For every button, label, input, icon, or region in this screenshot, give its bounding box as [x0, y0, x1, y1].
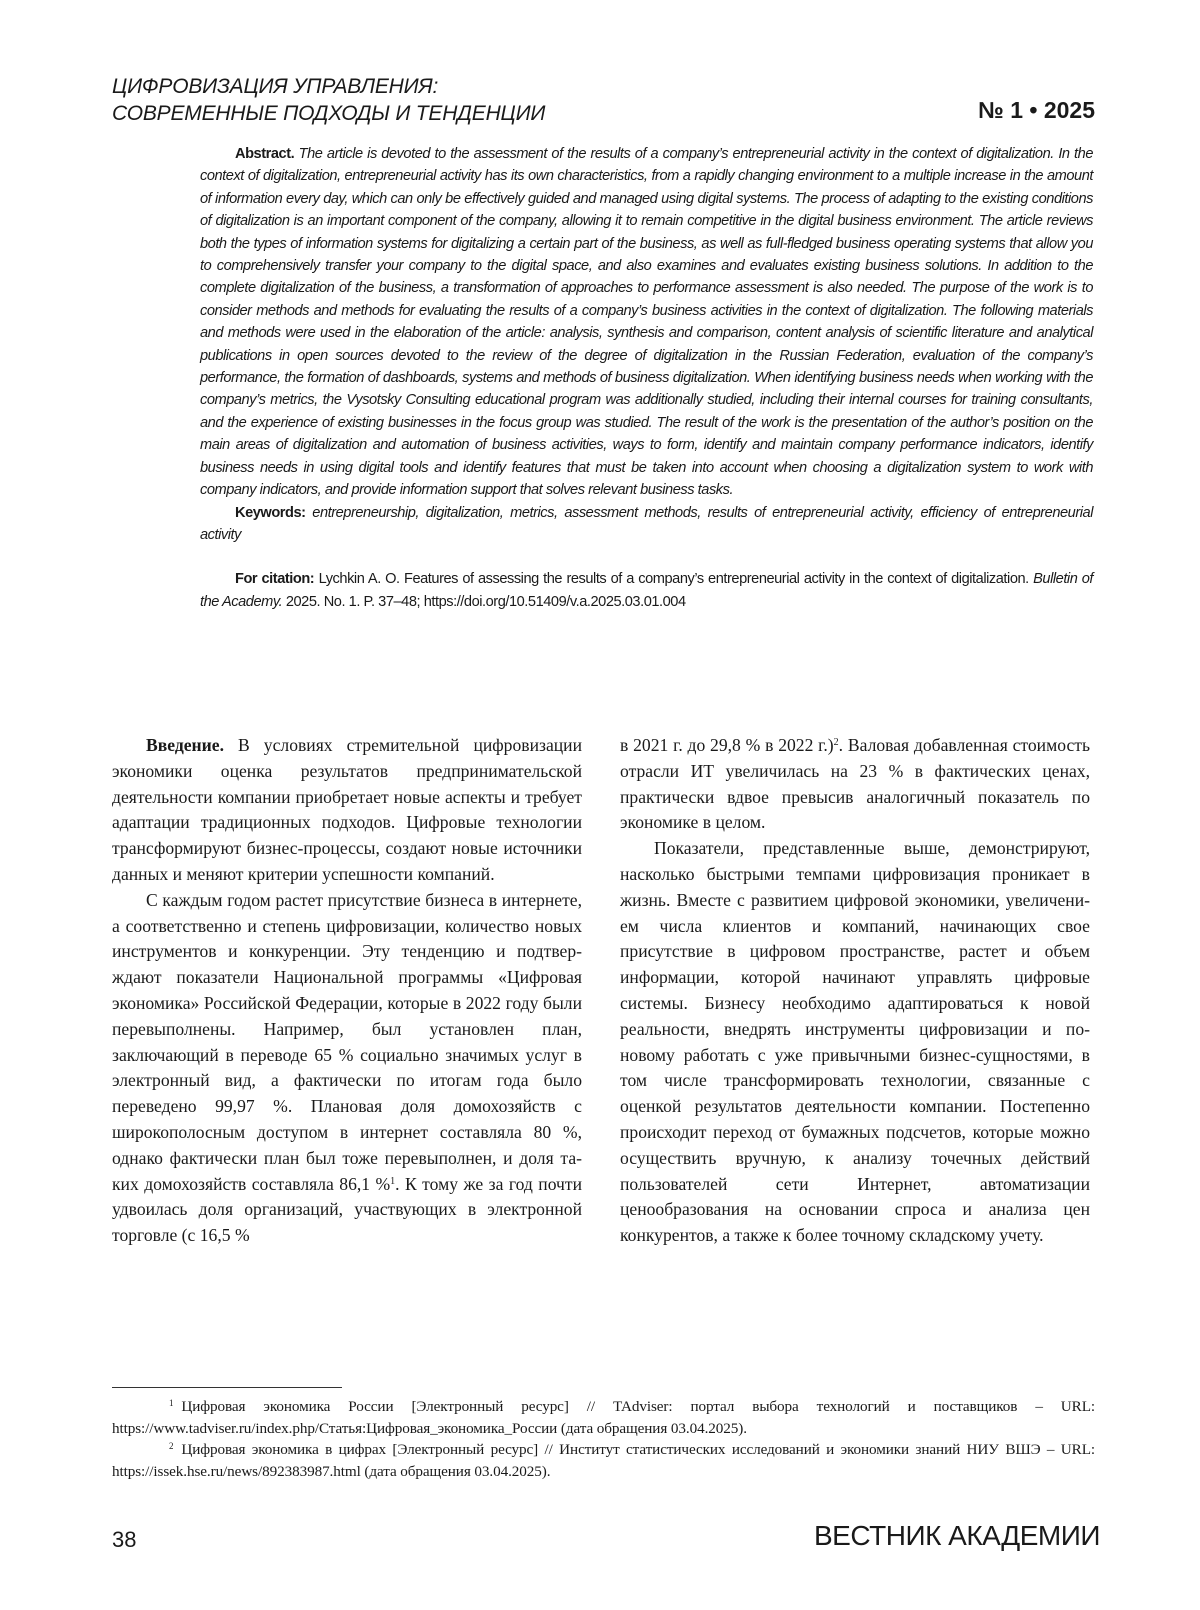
citation-label: For citation:	[235, 571, 315, 588]
citation-journal: Bulletin of the Academy.	[200, 571, 1094, 610]
footnote-1	[112, 1396, 1095, 1439]
section-title-line2: СОВРЕМЕННЫЕ ПОДХОДЫ И ТЕНДЕНЦИИ	[112, 102, 546, 125]
keywords-text: entrepreneurship, digitalization, metrics, assessment methods, results of entrepreneurial activity, efficiency of entrepreneurial activity	[200, 504, 1093, 543]
keywords-label: Keywords:	[235, 504, 306, 521]
footnote-ref-2[interactable]: 2	[833, 737, 839, 748]
citation-text: Lychkin A. O. Features of assessing the results of a company’s entrepreneurial activity in the context of digitalization.	[318, 571, 1029, 588]
body-text: . Валовая добавленная стоимость отрасли ИТ увеличилась на 23 % в фактических ценах, практически вдвое превысив аналогичный показатель по экономике в целом.	[620, 735, 1090, 833]
footnote-text: Цифровая экономика в цифрах [Электронный ресурс] // Институт статистических исследований и экономики знаний НИУ ВШЭ – URL: https://issek.hse.ru/news/892383987.html (дата обращения 03.04.2025).	[112, 1441, 1095, 1480]
body-column-right	[620, 733, 1090, 1249]
footnote-2	[112, 1439, 1095, 1482]
footnote-text: Цифровая экономика России [Электронный ресурс] // TAdviser: портал выбора технологий и поставщиков – URL: https://www.tadviser.ru/index.php/Статья:Цифровая_экономика_России (дата обращения 03.04.2025).	[112, 1398, 1095, 1437]
abstract-block	[200, 143, 1093, 613]
body-paragraph-4: Показатели, представленные выше, демонстрируют, насколько быстрыми темпами цифровизация проникает в жизнь. Вместе с развитием цифровой экономики, увеличением числа клиентов и компаний, начинающих свое присутствие в цифровом пространстве, растет и объем информации, которой начинают управлять цифровые системы. Бизнесу необходимо адаптироваться к новой реальности, внедрять инструменты цифровизации и по-новому работать с уже привычными бизнес-сущностями, в том числе трансформировать технологии, связанные с оценкой результатов деятельности компании. Постепенно происходит переход от бумажных подсчетов, которые можно осуществить вручную, к анализу точечных действий пользователей сети Интернет, автоматизации ценообразования на основании спроса и анализа цен конкурентов, а также к более точному складскому учету.	[620, 838, 1090, 1246]
citation-details: 2025. No. 1. P. 37–48; https://doi.org/10.51409/v.a.2025.03.01.004	[285, 593, 686, 610]
citation-paragraph	[200, 568, 1093, 613]
footnote-divider	[112, 1387, 342, 1388]
footnote-mark: 1	[169, 1398, 174, 1408]
body-paragraph-2	[112, 888, 582, 1249]
running-header-section	[112, 73, 812, 127]
intro-paragraph	[112, 733, 582, 888]
body-paragraph-3	[620, 733, 1090, 836]
abstract-paragraph	[200, 143, 1093, 502]
journal-name: ВЕСТНИК АКАДЕМИИ	[814, 1520, 1100, 1551]
footnote-ref-1[interactable]: 1	[390, 1175, 396, 1187]
body-text: С каждым годом растет присутствие бизнеса в интернете, а соответственно и степень цифровизации, количество новых инструментов и конкуренции. Эту тенденцию и подтверждают показатели Национальной программы «Цифровая экономика» Российской Федерации, которые в 2022 году были перевыполнены. Например, был установлен план, заключающий в переводе 65 % социально значимых услуг в электронный вид, а фактически по итогам года было переведено 99,97 %. Плановая доля домохозяйств с широкополосным доступом в интернет составляла 80 %, однако фактически план был тоже перевыполнен, и доля таких домохозяйств составляла 86,1 %	[112, 889, 582, 1194]
body-text: в 2021 г. до 29,8 % в 2022 г.)	[620, 735, 834, 755]
abstract-label: Abstract.	[235, 146, 295, 162]
keywords-paragraph	[200, 502, 1093, 547]
body-column-left	[112, 733, 582, 1249]
issue-number: № 1 • 2025	[978, 97, 1095, 123]
section-title-line1: ЦИФРОВИЗАЦИЯ УПРАВЛЕНИЯ:	[112, 75, 439, 98]
page-number: 38	[112, 1527, 137, 1552]
footnote-mark: 2	[169, 1441, 174, 1451]
footnotes	[112, 1396, 1095, 1482]
abstract-text: The article is devoted to the assessment of the results of a company’s entrepreneurial activity in the context of digitalization. In the context of digitalization, entrepreneurial activity has its own characteristics, from a rapidly changing environment to a multiple increase in the amount of information every day, which can only be effectively guided and managed using digital systems. The process of adapting to the existing conditions of digitalization is an important component of the company, allowing it to remain competitive in the digital business environment. The article reviews both the types of information systems for digitalizing a certain part of the business, as well as full-fledged business operating systems that allow you to comprehensively transfer your company to the digital space, and also examines and evaluates existing business solutions. In addition to the complete digitalization of the business, a transformation of approaches to performance assessment is also needed. The purpose of the work is to consider methods and methods for evaluating the results of a company’s business activities in the context of digitalization. The following materials and methods were used in the elaboration of the article: analysis, synthesis and comparison, content analysis of scientific literature and analytical publications in open sources devoted to the review of the degree of digitalization in the Russian Federation, evaluation of the company’s performance, the formation of dashboards, systems and methods of business digitalization. When identifying business needs when working with the company’s metrics, the Vysotsky Consulting educational program was additionally studied, including their internal courses for training consultants, and the experience of existing businesses in the focus group was studied. The result of the work is the presentation of the author’s position on the main areas of digitalization and automation of business activities, ways to form, identify and maintain company performance indicators, identify business needs in using digital tools and identify features that must be taken into account when choosing a digitalization system to work with company indicators, and provide information support that solves relevant business tasks.	[200, 146, 1093, 499]
intro-label: Введение.	[146, 735, 225, 755]
intro-text: В условиях стремительной цифровизации экономики оценка результатов предпринимательской деятельности компании приобретает новые аспекты и требует адаптации традиционных подходов. Цифровые технологии трансформируют бизнес-процессы, создают новые источники данных и меняют критерии успешности компаний.	[112, 735, 582, 884]
body-text: . К тому же за год почти удвоилась доля организаций, участвующих в электронной торговле (с 16,5 %	[112, 1173, 582, 1246]
